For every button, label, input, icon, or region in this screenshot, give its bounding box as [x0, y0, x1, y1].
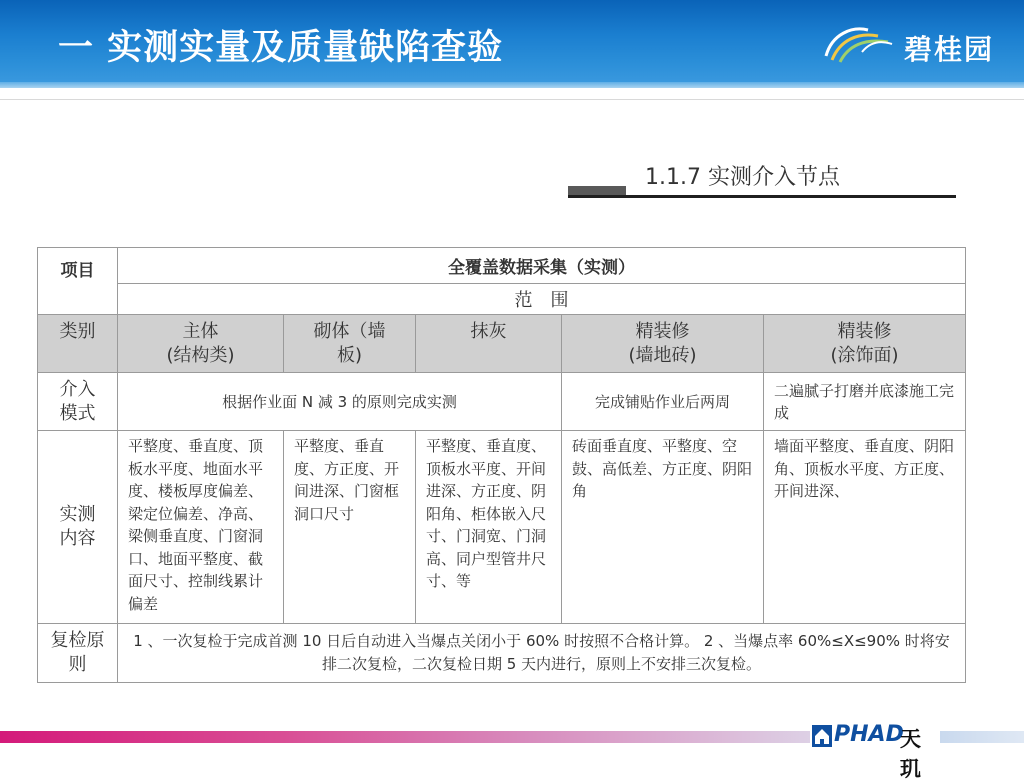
data-collection-header-cell [118, 248, 966, 284]
footer-accent-bar-right [940, 731, 1024, 743]
content-structure-text: 平整度、垂直度、顶板水平度、地面水平度、楼板厚度偏差、梁定位偏差、净高、梁侧垂直度、门窗洞口、地面平整度、截面尺寸、控制线累计偏差 [128, 437, 264, 613]
phad-brand-cn: 天玑 [900, 727, 921, 781]
phad-logo [812, 722, 940, 781]
page-title: 一 实测实量及质量缺陷查验 [58, 28, 504, 68]
logo-chinese-name: 碧桂园 [904, 33, 995, 66]
category-structure: 主体 (结构类) [118, 315, 284, 373]
phad-brand: PHAD [834, 722, 904, 747]
content-row [38, 431, 966, 624]
project-header-cell [38, 248, 118, 315]
table-header-row [38, 248, 966, 284]
content-finish-paint-cell [764, 431, 966, 624]
mode-label-cell: 介入 模式 [38, 373, 118, 431]
project-label: 项目 [60, 261, 95, 281]
content-masonry-text: 平整度、垂直度、方正度、开间进深、门窗框洞口尺寸 [294, 437, 400, 523]
mode-finish-tile: 完成铺贴作业后两周 [562, 373, 764, 431]
scope-row [38, 284, 966, 315]
content-finish-tile-cell [562, 431, 764, 624]
content-masonry-cell [284, 431, 416, 624]
company-logo [822, 22, 1002, 66]
header-divider [0, 99, 1024, 100]
scope-label: 范 围 [514, 290, 569, 311]
data-collection-title: 全覆盖数据采集（实测） [448, 258, 636, 278]
header-banner [0, 0, 1024, 88]
content-finish-paint-text: 墙面平整度、垂直度、阴阳角、顶板水平度、方正度、开间进深、 [774, 437, 955, 500]
content-label-cell: 实测 内容 [38, 431, 118, 624]
inspection-table [37, 247, 966, 683]
mode-finish-paint: 二遍腻子打磨并底漆施工完成 [764, 373, 966, 431]
scope-cell [118, 284, 966, 315]
content-plaster-text: 平整度、垂直度、顶板水平度、开间进深、方正度、阴阳角、柜体嵌入尺寸、门洞宽、门洞高、同户型管井尺寸、等 [426, 437, 547, 590]
recheck-label-cell: 复检原 则 [38, 624, 118, 683]
category-masonry: 砌体（墙 板) [284, 315, 416, 373]
category-plaster: 抹灰 [416, 315, 562, 373]
mode-structure-masonry-plaster: 根据作业面 N 减 3 的原则完成实测 [118, 373, 562, 431]
country-garden-logo-icon [822, 22, 896, 66]
section-title: 1.1.7 实测介入节点 [645, 165, 840, 190]
recheck-rule-text: 1 、一次复检于完成首测 10 日后自动进入当爆点关闭小于 60% 时按照不合格计算。 2 、当爆点率 60%≤X≤90% 时将安排二次复检，二次复检日期 5 天内进行，原则上不安排三次复检。 [118, 624, 966, 683]
category-finish-tile: 精装修 (墙地砖) [562, 315, 764, 373]
phad-house-icon [812, 725, 832, 747]
section-underline [568, 195, 956, 198]
recheck-row [38, 624, 966, 683]
category-row [38, 315, 966, 373]
category-label-cell: 类别 [38, 315, 118, 373]
mode-row [38, 373, 966, 431]
category-finish-paint: 精装修 (涂饰面) [764, 315, 966, 373]
content-structure-cell [118, 431, 284, 624]
content-finish-tile-text: 砖面垂直度、平整度、空鼓、高低差、方正度、阴阳角 [572, 437, 753, 500]
content-plaster-cell [416, 431, 562, 624]
footer-accent-bar [0, 731, 810, 743]
